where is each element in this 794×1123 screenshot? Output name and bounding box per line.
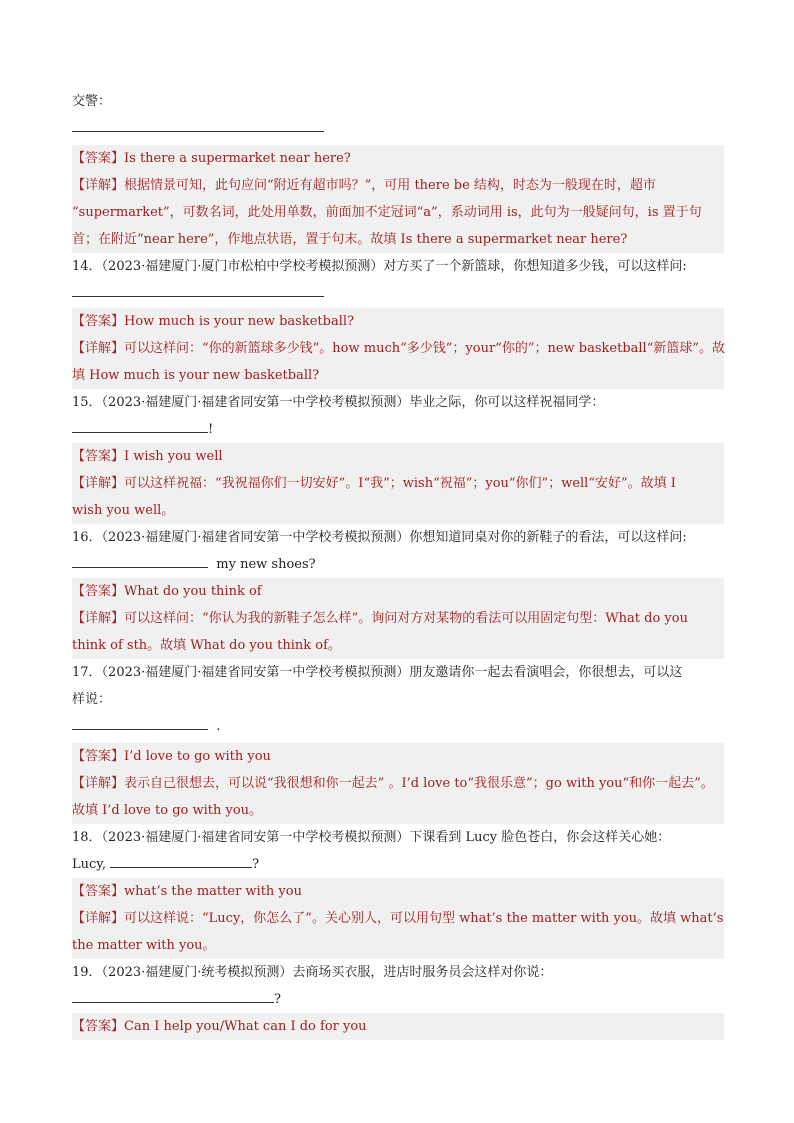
answer-text: I’d love to go with you [124,749,271,764]
answer-text: What do you think of [124,584,262,599]
answer-text: Can I help you/What can I do for you [124,1019,367,1034]
answer-blank-line[interactable] [72,713,724,743]
answer-tag: 【答案】 [72,151,125,166]
question-17: 17．（2023·福建厦门·福建省同安第一中学校考模拟预测）朋友邀请你一起去看演唱会，你很想去，可以这 [72,665,683,680]
detail-text: 填 How much is your new basketball? [72,368,320,383]
question-16: 16．（2023·福建厦门·福建省同安第一中学校考模拟预测）你想知道同桌对你的新鞋子的看法，可以这样问: [72,530,687,545]
detail-text: 可以这样祝福：“我祝福你们一切安好”。I“我”；wish“祝福”；you“你们”；well“安好”。故填 I [124,476,676,491]
detail-tag: 【详解】 [72,776,125,791]
question-18: 18．（2023·福建厦门·福建省同安第一中学校考模拟预测）下课看到 Lucy 脸色苍白，你会这样关心她： [72,830,671,845]
answer-block-19 [72,1013,724,1040]
detail-tag: 【详解】 [72,178,125,193]
blank-suffix: . [216,719,221,734]
answer-block-13 [72,145,724,253]
answer-blank-line[interactable] [72,551,724,578]
question-17-cont: 样说： [72,692,112,707]
answer-tag: 【答案】 [72,314,125,329]
detail-text: 根据情景可知，此句应问“附近有超市吗？”，可用 there be 结构，时态为一般现在时，超市 [124,178,656,193]
detail-text: 表示自己很想去，可以说“我很想和你一起去” 。I’d love to“我很乐意”；go with you“和你一起去”。 [124,776,714,791]
detail-tag: 【详解】 [72,611,125,626]
answer-blank-line[interactable] [72,986,724,1013]
answer-tag: 【答案】 [72,749,125,764]
exam-page [72,88,724,1040]
answer-block-18 [72,878,724,959]
detail-tag: 【详解】 [72,911,125,926]
blank-suffix: ? [274,992,281,1007]
detail-text: think of sth。故填 What do you think of。 [72,638,341,653]
detail-text: 可以这样问：“你认为我的新鞋子怎么样”。询问对方对某物的看法可以用固定句型：What do you [124,611,688,626]
blank-suffix: ! [208,422,214,437]
question-14: 14．（2023·福建厦门·厦门市松柏中学校考模拟预测）对方买了一个新篮球，你想知道多少钱，可以这样问: [72,259,687,274]
detail-text: 可以这样说：“Lucy，你怎么了”。关心别人，可以用句型 what’s the matter with you。故填 what’s [124,911,724,926]
answer-blank-line[interactable] [72,280,724,302]
answer-blank-line[interactable] [72,115,724,137]
answer-text: Is there a supermarket near here? [124,151,351,166]
detail-tag: 【详解】 [72,341,125,356]
answer-tag: 【答案】 [72,449,125,464]
detail-tag: 【详解】 [72,476,125,491]
blank-prefix: Lucy, [72,857,111,872]
answer-tag: 【答案】 [72,884,125,899]
blank-suffix: ? [252,857,260,872]
answer-blank-line[interactable] [72,416,724,443]
detail-text: the matter with you。 [72,938,216,953]
answer-text: I wish you well [124,449,223,464]
answer-text: what’s the matter with you [124,884,302,899]
detail-text: “supermarket”，可数名词，此处用单数，前面加不定冠词“a”，系动词用 is，此句为一般疑问句，is 置于句 [72,205,702,220]
answer-block-16 [72,578,724,659]
answer-blank-line[interactable] [72,851,724,878]
answer-block-15 [72,443,724,524]
answer-tag: 【答案】 [72,584,125,599]
answer-block-17 [72,743,724,824]
blank-suffix: my new shoes? [216,557,316,572]
answer-block-14 [72,308,724,389]
answer-text: How much is your new basketball? [124,314,354,329]
detail-text: 可以这样问：“你的新篮球多少钱”。how much“多少钱”；your“你的”；new basketball“新篮球”。故 [124,341,726,356]
detail-text: 故填 I’d love to go with you。 [72,803,263,818]
question-19: 19．（2023·福建厦门·统考模拟预测）去商场买衣服，进店时服务员会这样对你说： [72,965,553,980]
answer-tag: 【答案】 [72,1019,125,1034]
question-15: 15．（2023·福建厦门·福建省同安第一中学校考模拟预测）毕业之际，你可以这样祝福同学： [72,395,605,410]
speaker-label: 交警： [72,94,112,109]
detail-text: 首；在附近“near here”，作地点状语，置于句末。故填 Is there a supermarket near here? [72,232,628,247]
detail-text: wish you well。 [72,503,175,518]
